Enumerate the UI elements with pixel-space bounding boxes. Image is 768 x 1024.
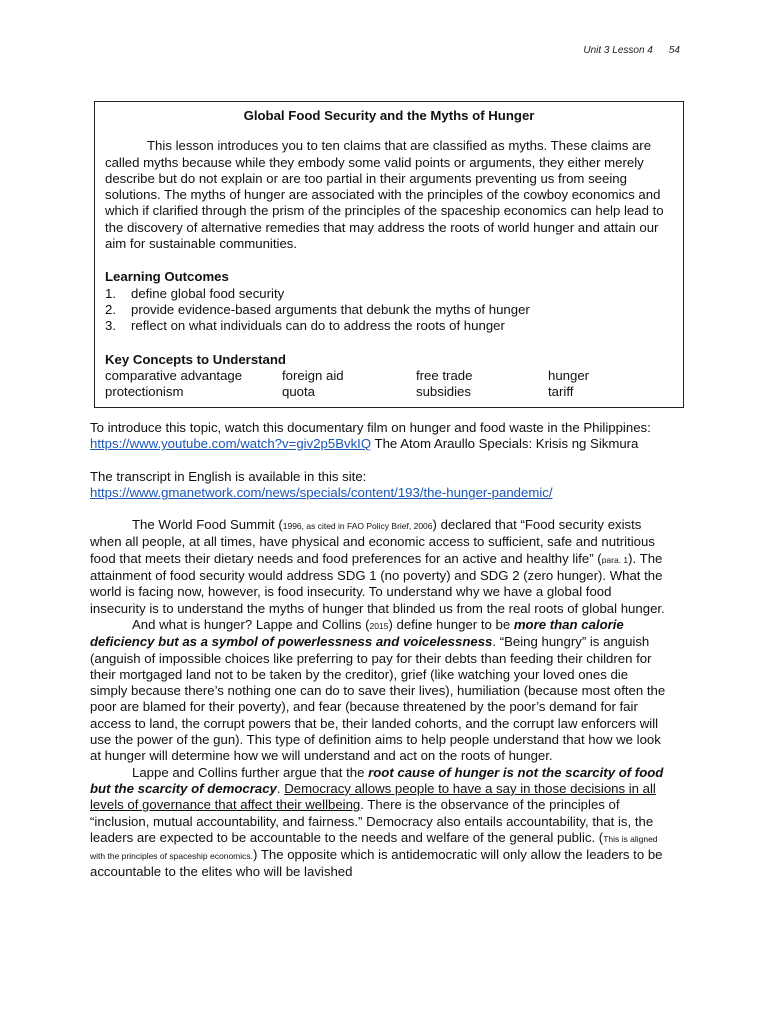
box-title: Global Food Security and the Myths of Hunger [243,108,535,123]
transcript-link[interactable]: https://www.gmanetwork.com/news/specials/content/193/the-hunger-pandemic/ [90,484,553,500]
box-intro: This lesson introduces you to ten claims that are classified as myths. These claims are called myths because while they embody some valid points or arguments, they either merely describe but do not explain or are too partial in their arguments preventing us from seeing solutions. The myths of hunger are associated with the principles of the cowboy economics and which if clarified through the prism of the principles of the spaceship economics can help lead to the discovery of alternative remedies that may address the roots of world hunger and attain our aim for sustainable communities. [105,138,664,252]
video-link[interactable]: https://www.youtube.com/watch?v=giv2p5BvkIQ [90,436,372,452]
concept-item: foreign aid [282,367,344,383]
key-concepts-heading: Key Concepts to Understand [105,351,286,367]
learning-outcomes-heading: Learning Outcomes [105,269,229,285]
page-header [583,45,680,56]
paragraph-root-cause: Lappe and Collins further argue that the root cause of hunger is not the scarcity of food but the scarcity of democracy. Democracy allows people to have a say in those decisions in all levels of governance that affect their wellbeing. There is the observance of the principles of “inclusion, mutual accountability, and fairness.” Democracy also entails accountability, that is, the leaders are expected to be accountable to the needs and welfare of the general public. (This is aligned with the principles of spaceship economics.) The opposite which is antidemocratic will only allow the leaders to be accountable to the elites who will be lavished [90,764,664,880]
video-title: The Atom Araullo Specials: Krisis ng Sikmura [371,436,639,452]
paragraph-food-security: The World Food Summit (1996, as cited in FAO Policy Brief, 2006) declared that “Food security exists when all people, at all times, have physical and economic access to sufficient, safe and nutritious food that meets their dietary needs and food preferences for an active and healthy life” (para. 1). The attainment of food security would address SDG 1 (no poverty) and SDG 2 (zero hunger). What the world is facing now, however, is food insecurity. To understand why we have a global food insecurity is to understand the myths of hunger that blinded us from the real roots of global hunger. [90,517,665,616]
transcript-text: The transcript in English is available in this site: [90,468,367,484]
concept-item: quota [282,384,316,400]
concept-item: tariff [548,384,574,400]
key-concepts-grid [105,368,673,401]
concept-item: free trade [416,367,473,383]
page-number: 54 [668,45,680,56]
unit-label: Unit 3 Lesson 4 [583,45,653,56]
lesson-overview-box [94,101,684,408]
learning-outcomes-list [105,286,673,335]
list-item: 2. provide evidence-based arguments that debunk the myths of hunger [105,301,530,317]
paragraph-what-is-hunger: And what is hunger? Lappe and Collins (2015) define hunger to be more than calorie deficiency but as a symbol of powerlessness and voicelessness. “Being hungry” is anguish (anguish of impossible choices like preferring to pay for their debts than feeding their children for their mortgaged land not to be taken by the creditor), grief (like watching your loved ones die simply because there’s nothing one can do to save their lives), humiliation (because most often the poor are blamed for their poverty), and fear (because threatened by the poor’s demand for fair access to land, the corrupt powers that be, their landed cohorts, and the corrupt law enforcers will use the power of the gun). This type of definition aims to help people understand that how we look at hunger will determine how we will understand and act on the roots of hunger. [90,616,666,764]
body-text [90,420,668,881]
concept-item: subsidies [416,384,471,400]
concept-item: hunger [548,367,590,383]
list-item: 1. define global food security [105,285,285,301]
concept-item: protectionism [105,384,184,400]
concept-item: comparative advantage [105,367,243,383]
video-line [90,436,668,452]
list-item: 3. reflect on what individuals can do to address the roots of hunger [105,318,505,334]
intro-paragraph: To introduce this topic, watch this documentary film on hunger and food waste in the Philippines: [90,420,651,435]
